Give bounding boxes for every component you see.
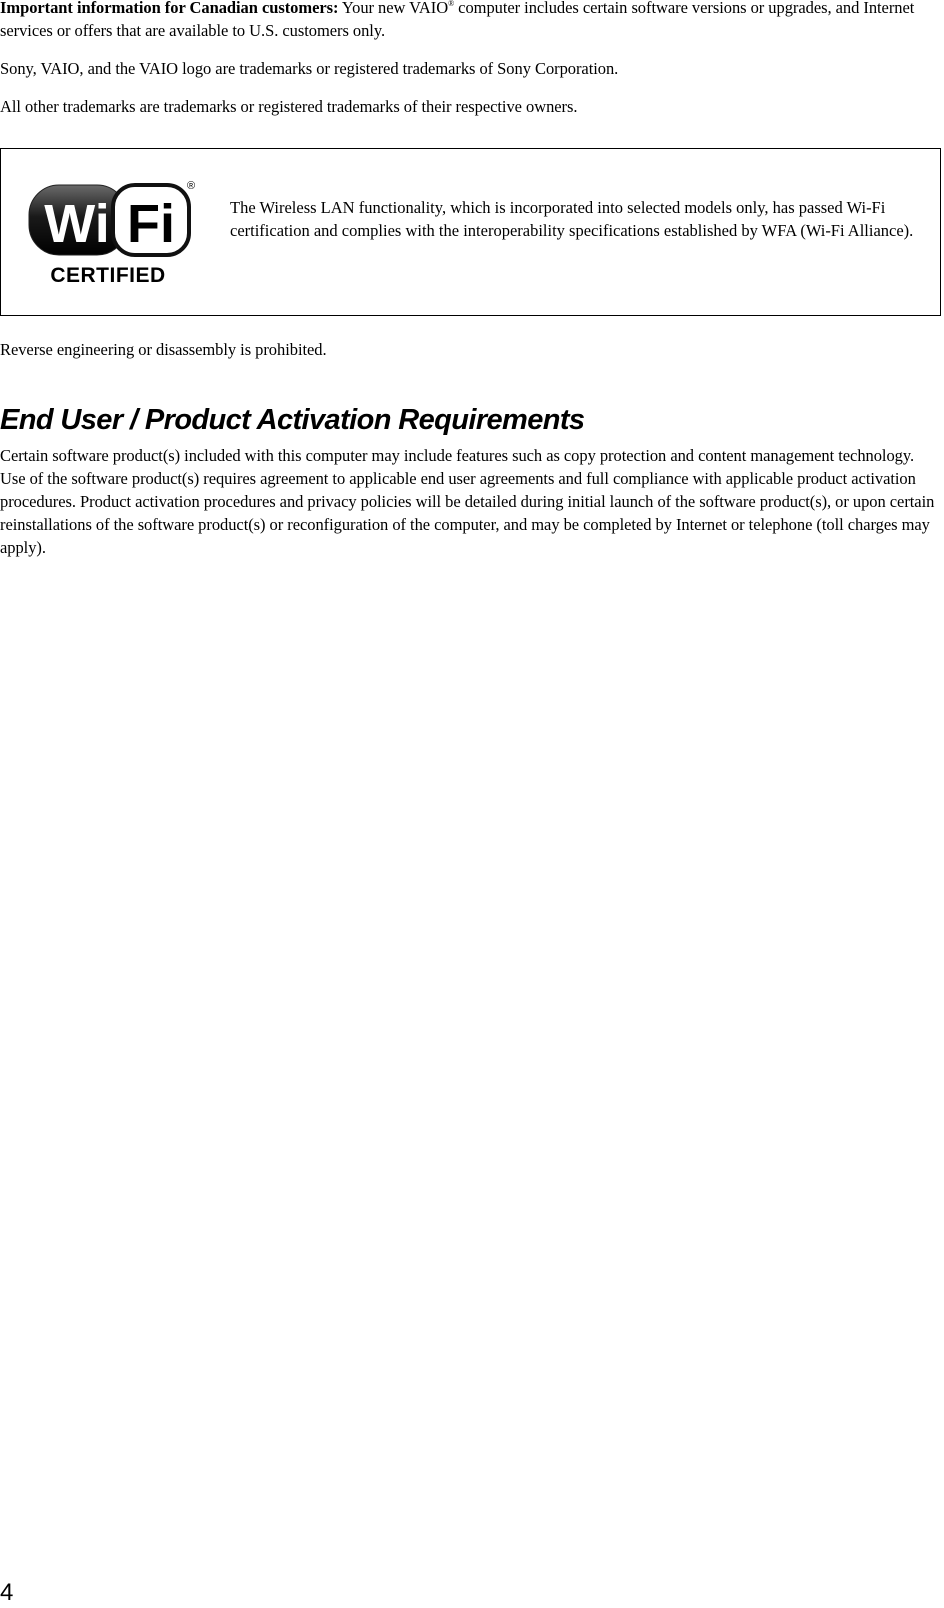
activation-body: Certain software product(s) included with this computer may include features such as copy protection and content management technology. Use of the software product(s) requires agreement to applicable end user agreements and full compliance with applicable product activation procedures. Product activation procedures and privacy policies will be detailed during initial launch of the software product(s), or upon certain reinstallations of the software product(s) or reconfiguration of the computer, and may be completed by Internet or telephone (toll charges may apply). <box>0 446 935 557</box>
wifi-logo-registered: ® <box>186 180 196 192</box>
notice-text-end: computer includes certain software versions or upgrades, and Internet services or offers that are available to U.S. customers only. <box>0 0 915 40</box>
notice-text-start: Your new VAIO <box>338 0 449 17</box>
notice-lead: Important information for Canadian customers: <box>0 0 339 17</box>
wifi-certification-box <box>0 148 941 316</box>
wifi-logo-wi: Wi <box>44 194 110 254</box>
page-number: 4 <box>0 1579 14 1606</box>
wifi-certified-logo <box>27 179 197 289</box>
activation-heading: End User / Product Activation Requirements <box>0 404 585 436</box>
wifi-logo-fi: Fi <box>127 194 175 254</box>
wifi-logo-certified: CERTIFIED <box>50 264 166 287</box>
other-trademarks-text: All other trademarks are trademarks or registered trademarks of their respective owners. <box>0 97 578 116</box>
wifi-description: The Wireless LAN functionality, which is incorporated into selected models only, has passed Wi-Fi certification and complies with the interoperability specifications established by WFA (Wi-Fi Alliance). <box>230 198 914 240</box>
sony-trademark-text: Sony, VAIO, and the VAIO logo are trademarks or registered trademarks of Sony Corporation. <box>0 59 619 78</box>
registered-mark: ® <box>448 0 455 8</box>
canadian-customers-notice <box>0 0 930 42</box>
reverse-engineering-notice: Reverse engineering or disassembly is prohibited. <box>0 340 327 359</box>
